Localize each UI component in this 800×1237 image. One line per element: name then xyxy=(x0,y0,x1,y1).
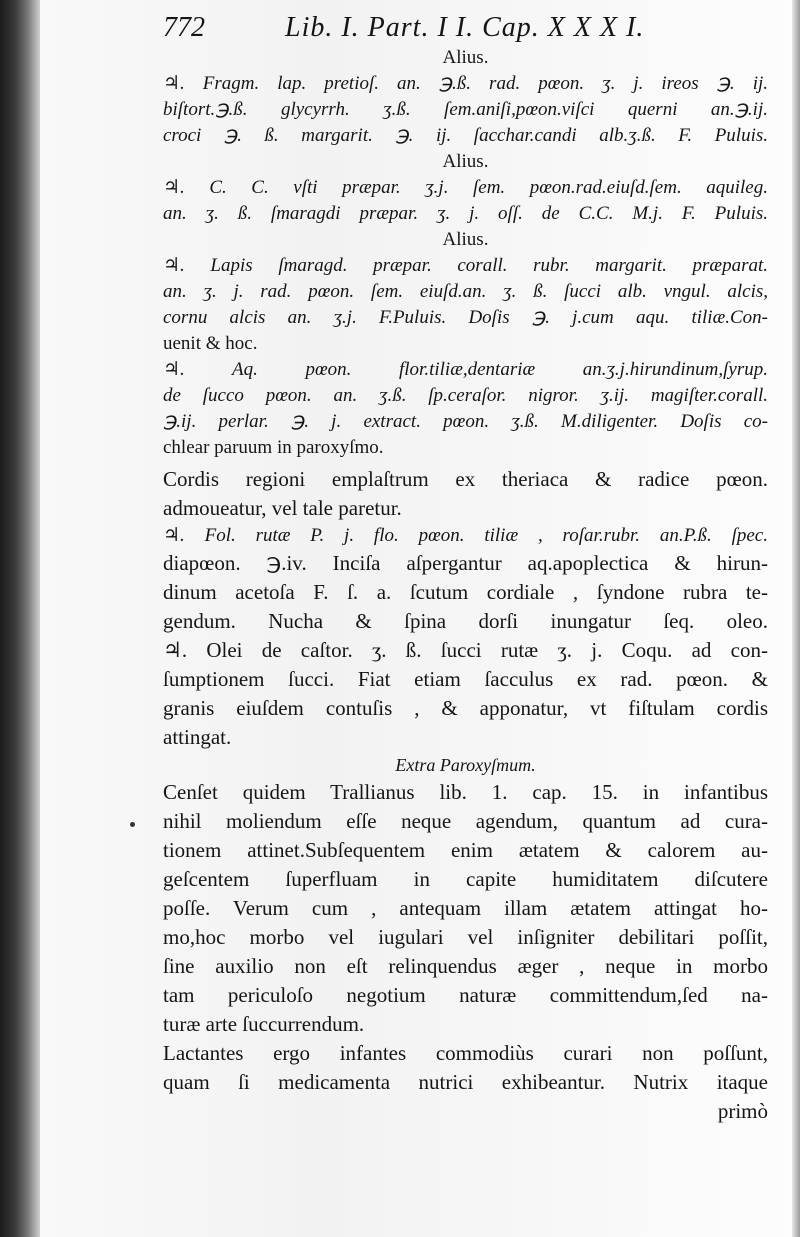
text-line: tionem attinet.Subſequentem enim ætatem & calorem au- xyxy=(163,838,768,862)
page-number: 772 xyxy=(163,12,205,43)
text-line: ℈.ij. perlar. ℈. j. extract. pœon. ʒ.ß. M.diligenter. Doſis co- xyxy=(163,411,768,432)
subheading: Extra Paroxyſmum. xyxy=(395,755,536,775)
text-line: uenit & hoc. xyxy=(163,333,258,354)
text-line: de ſucco pœon. an. ʒ.ß. ſp.ceraſor. nigror. ʒ.ij. magiſter.corall. xyxy=(163,385,768,406)
text-line: ♃. Olei de caſtor. ʒ. ß. ſucci rutæ ʒ. j. Coqu. ad con- xyxy=(163,638,768,662)
text-line: biſtort.℈.ß. glycyrrh. ʒ.ß. ſem.aniſi,pœon.viſci querni an.℈.ij. xyxy=(163,99,768,120)
text-line: Lactantes ergo infantes commodiùs curari non poſſunt, xyxy=(163,1041,768,1065)
text-line: attingat. xyxy=(163,725,232,749)
text-line: ♃. Fol. rutæ P. j. flo. pœon. tiliæ , roſar.rubr. an.P.ß. ſpec. xyxy=(163,525,768,546)
text-line: ♃. Aq. pœon. flor.tiliæ,dentariæ an.ʒ.j.hirundinum,ſyrup. xyxy=(163,359,768,380)
text-line: granis eiuſdem contuſis , & apponatur, vt fiſtulam cordis xyxy=(163,696,768,720)
text-line: Cordis regioni emplaſtrum ex theriaca & radice pœon. xyxy=(163,467,768,491)
text-line: tam periculoſo negotium naturæ committendum,ſed na- xyxy=(163,983,768,1007)
text-line: Cenſet quidem Trallianus lib. 1. cap. 15. in infantibus xyxy=(163,780,768,804)
text-line: admoueatur, vel tale paretur. xyxy=(163,496,402,520)
book-spine-shadow xyxy=(0,0,40,1237)
text-line: ♃. C. C. vſti præpar. ʒ.j. ſem. pœon.rad.eiuſd.ſem. aquileg. xyxy=(163,177,768,198)
text-line: turæ arte ſuccurrendum. xyxy=(163,1012,365,1036)
section-heading: Alius. xyxy=(442,47,489,68)
text-line: croci ℈. ß. margarit. ℈. ij. ſacchar.candi alb.ʒ.ß. F. Puluis. xyxy=(163,125,768,146)
catchword: primò xyxy=(717,1099,768,1123)
body-text xyxy=(163,45,768,1126)
text-line: quam ſi medicamenta nutrici exhibeantur. Nutrix itaque xyxy=(163,1070,768,1094)
text-line: ſine auxilio non eſt relinquendus æger , neque in morbo xyxy=(163,954,768,978)
text-line: ♃. Fragm. lap. pretioſ. an. ℈.ß. rad. pœon. ʒ. j. ireos ℈. ij. xyxy=(163,73,768,94)
section-heading: Alius. xyxy=(442,229,489,250)
margin-mark xyxy=(130,822,135,827)
running-head: Lib. I. Part. I I. Cap. X X X I. xyxy=(285,12,645,43)
text-line: chlear paruum in paroxyſmo. xyxy=(163,437,384,458)
text-line: an. ʒ. ß. ſmaragdi præpar. ʒ. j. oſſ. de C.C. M.j. F. Puluis. xyxy=(163,203,768,224)
section-heading: Alius. xyxy=(442,151,489,172)
text-line: an. ʒ. j. rad. pœon. ſem. eiuſd.an. ʒ. ß. ſucci alb. vngul. alcis, xyxy=(163,281,768,302)
text-line: ♃. Lapis ſmaragd. præpar. corall. rubr. margarit. præparat. xyxy=(163,255,768,276)
text-line: diapœon. ℈.iv. Inciſa aſpergantur aq.apoplectica & hirun- xyxy=(163,551,768,575)
text-line: ſumptionem ſucci. Fiat etiam ſacculus ex rad. pœon. & xyxy=(163,667,768,691)
text-line: cornu alcis an. ʒ.j. F.Puluis. Doſis ℈. j.cum aqu. tiliæ.Con- xyxy=(163,307,768,328)
page-header xyxy=(163,12,763,46)
text-line: poſſe. Verum cum , antequam illam ætatem attingat ho- xyxy=(163,896,768,920)
text-line: gendum. Nucha & ſpina dorſi inungatur ſeq. oleo. xyxy=(163,609,768,633)
page-edge xyxy=(792,0,800,1237)
text-line: nihil moliendum eſſe neque agendum, quantum ad cura- xyxy=(163,809,768,833)
text-line: mo,hoc morbo vel iugulari vel inſigniter debilitari poſſit, xyxy=(163,925,768,949)
text-line: geſcentem ſuperfluam in capite humiditatem diſcutere xyxy=(163,867,768,891)
text-line: dinum acetoſa F. ſ. a. ſcutum cordiale , ſyndone rubra te- xyxy=(163,580,768,604)
